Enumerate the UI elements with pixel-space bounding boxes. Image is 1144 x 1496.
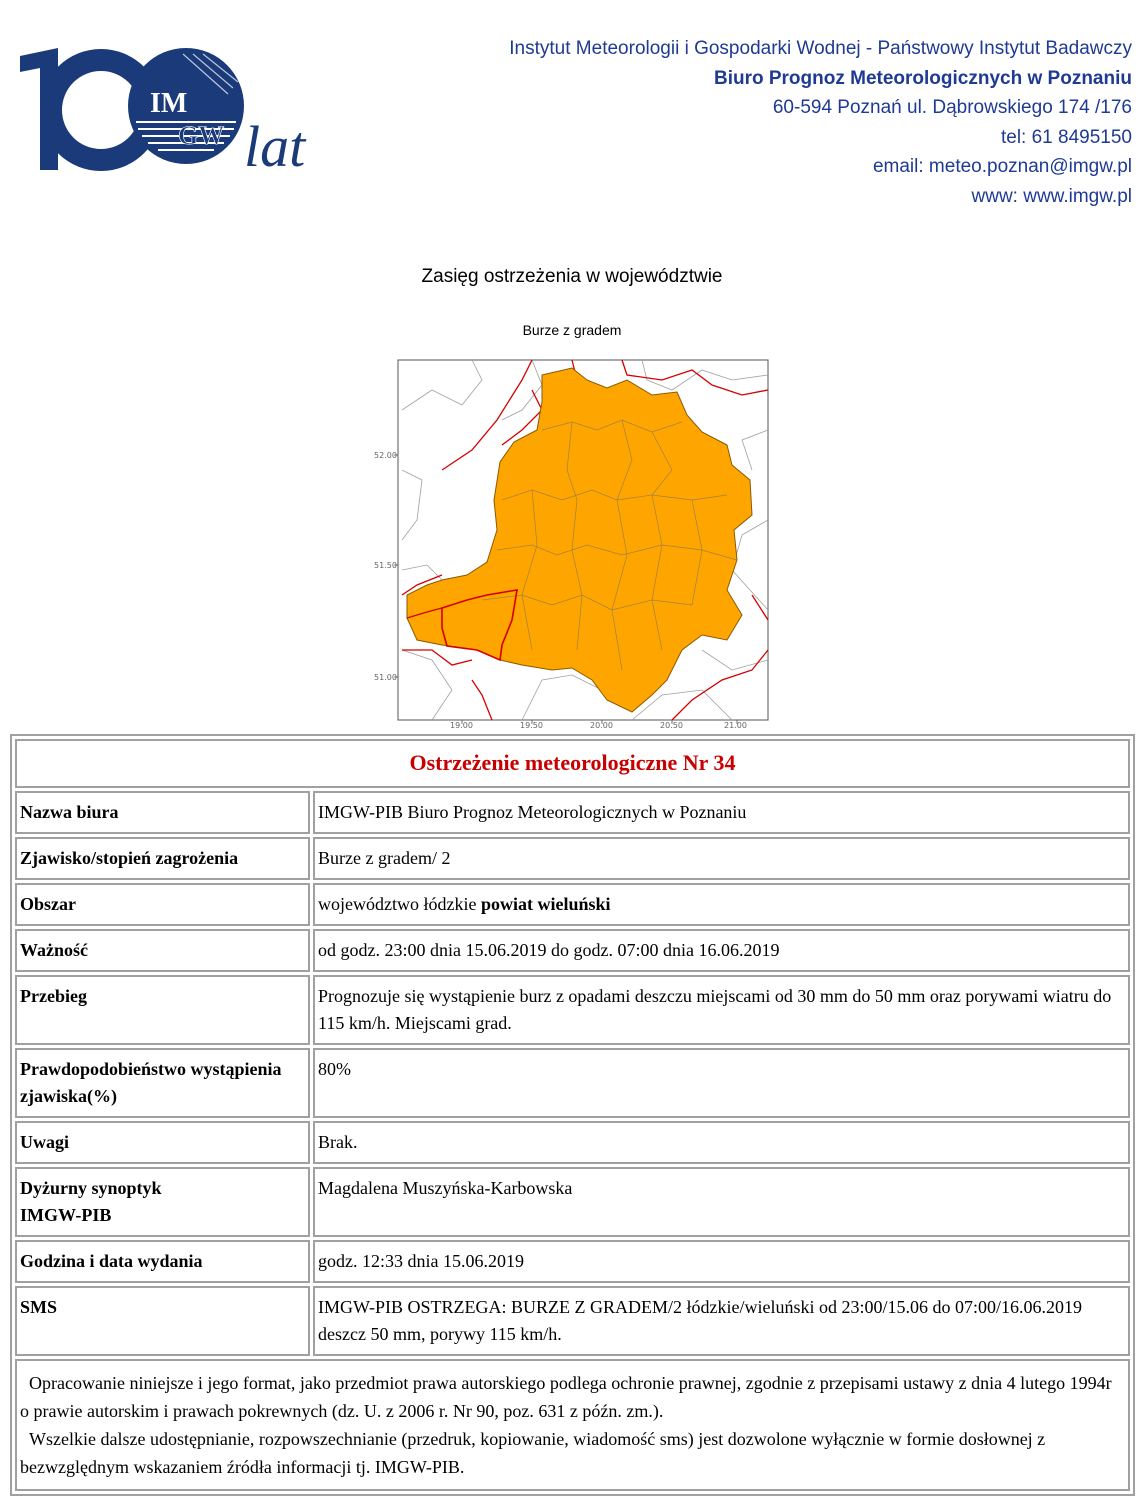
- row-value-issued: godz. 12:33 dnia 15.06.2019: [313, 1240, 1130, 1283]
- forecaster-label-line1: Dyżurny synoptyk: [20, 1178, 162, 1198]
- axis-label-y3: 51.00: [374, 673, 397, 682]
- axis-label-x4: 20.50: [660, 721, 683, 728]
- copyright-line-1: Opracowanie niniejsze i jego format, jako przedmiot prawa autorskiego podlega ochronie prawnej, zgodnie z przepisami ustawy z dnia 4 lutego 1994r o prawie autorskim i prawach pokrewnych (dz. U. z 2006 r. Nr 90, poz. 631 z późn. zm.).: [20, 1373, 1117, 1421]
- row-value-area: [313, 883, 1130, 926]
- phone: tel: 61 8495150: [1000, 126, 1132, 148]
- table-row: [15, 929, 1130, 972]
- warning-area-map: [372, 350, 772, 728]
- row-value-course: Prognozuje się wystąpienie burz z opadami deszczu miejscami od 30 mm do 50 mm oraz porywami wiatru do 115 km/h. Miejscami grad.: [313, 975, 1130, 1045]
- table-row: [15, 883, 1130, 926]
- row-value-forecaster: Magdalena Muszyńska-Karbowska: [313, 1167, 1130, 1237]
- table-row: [15, 1286, 1130, 1356]
- row-label-probability: Prawdopodobieństwo wystąpienia zjawiska(%): [15, 1048, 310, 1118]
- copyright-notice: [15, 1359, 1130, 1491]
- www-link[interactable]: www: www.imgw.pl: [971, 185, 1132, 207]
- email-link[interactable]: email: meteo.poznan@imgw.pl: [872, 156, 1132, 177]
- table-row: [15, 791, 1130, 834]
- forecaster-label-line2: IMGW-PIB: [20, 1205, 112, 1225]
- area-voivodeship: województwo łódzkie: [318, 894, 481, 914]
- row-label-area: Obszar: [15, 883, 310, 926]
- row-value-office: IMGW-PIB Biuro Prognoz Meteorologicznych w Poznaniu: [313, 791, 1130, 834]
- row-label-remarks: Uwagi: [15, 1121, 310, 1164]
- row-value-sms: IMGW-PIB OSTRZEGA: BURZE Z GRADEM/2 łódzkie/wieluński od 23:00/15.06 do 07:00/16.06.2019 deszcz 50 mm, porywy 115 km/h.: [313, 1286, 1130, 1356]
- logo-suffix: lat: [244, 114, 306, 178]
- axis-label-x1: 19.00: [450, 721, 473, 728]
- axis-label-y1: 52.00: [374, 451, 397, 460]
- axis-label-x2: 19.50: [520, 721, 543, 728]
- warning-table: [10, 734, 1135, 1496]
- copyright-line-2: Wszelkie dalsze udostępnianie, rozpowszechnianie (przedruk, kopiowanie, wiadomość sms) jest dozwolone wyłącznie w formie dosłownej z bezwzględnym wskazaniem źródła informacji tj. IMGW-PIB.: [20, 1429, 1050, 1477]
- row-value-validity: od godz. 23:00 dnia 15.06.2019 do godz. 07:00 dnia 16.06.2019: [313, 929, 1130, 972]
- institute-name: Instytut Meteorologii i Gospodarki Wodnej - Państwowy Instytut Badawczy: [509, 38, 1132, 59]
- row-value-remarks: Brak.: [313, 1121, 1130, 1164]
- table-row: [15, 1167, 1130, 1237]
- table-row: [15, 975, 1130, 1045]
- address: 60-594 Poznań ul. Dąbrowskiego 174 /176: [772, 97, 1132, 118]
- office-name: Biuro Prognoz Meteorologicznych w Poznaniu: [713, 67, 1132, 89]
- row-label-office: Nazwa biura: [15, 791, 310, 834]
- table-row: [15, 1048, 1130, 1118]
- logo-badge-bottom: GW: [178, 121, 225, 150]
- table-row: [15, 837, 1130, 880]
- table-row: [15, 1121, 1130, 1164]
- area-district: powiat wieluński: [480, 894, 611, 914]
- table-row: [15, 1240, 1130, 1283]
- map-title: Zasięg ostrzeżenia w województwie: [421, 266, 723, 287]
- row-label-course: Przebieg: [15, 975, 310, 1045]
- row-value-phenomenon: Burze z gradem/ 2: [313, 837, 1130, 880]
- contact-block: [509, 34, 1132, 211]
- row-value-probability: 80%: [313, 1048, 1130, 1118]
- axis-label-x3: 20.00: [590, 721, 613, 728]
- logo-badge-top: IM: [150, 88, 188, 119]
- map-subtitle: Burze z gradem: [522, 322, 622, 338]
- row-label-phenomenon: Zjawisko/stopień zagrożenia: [15, 837, 310, 880]
- row-label-forecaster: [15, 1167, 310, 1237]
- axis-label-y2: 51.50: [374, 561, 397, 570]
- axis-label-x5: 21.00: [724, 721, 747, 728]
- row-label-validity: Ważność: [15, 929, 310, 972]
- row-label-issued: Godzina i data wydania: [15, 1240, 310, 1283]
- warning-title: Ostrzeżenie meteorologiczne Nr 34: [15, 739, 1130, 788]
- imgw-100-years-logo: [18, 48, 328, 178]
- row-label-sms: SMS: [15, 1286, 310, 1356]
